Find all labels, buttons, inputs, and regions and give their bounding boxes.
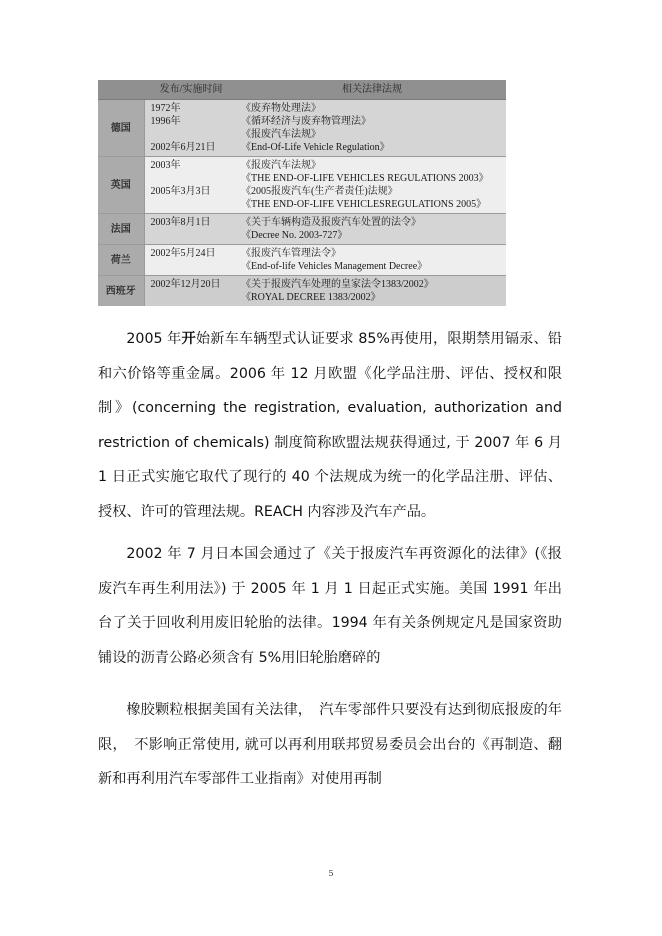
date-line: 2002年6月21日: [150, 142, 216, 153]
header-laws: 相关法律法规: [238, 80, 506, 100]
table-row-france: [98, 214, 506, 245]
law-line: 《报废汽车法规》: [241, 160, 321, 171]
table-header-row: [98, 80, 506, 100]
table-row-germany: [98, 100, 506, 157]
law-line: 《报废汽车管理法令》: [241, 248, 341, 259]
law-cell: [238, 157, 506, 214]
law-cell: [238, 245, 506, 276]
laws-table: [98, 80, 506, 306]
bold-text: 开: [181, 331, 196, 347]
date-cell: [144, 214, 238, 245]
date-line: 2003年: [150, 160, 181, 171]
date-cell: [144, 276, 238, 307]
date-line: [151, 198, 236, 211]
country-cell: 西班牙: [98, 276, 144, 307]
country-cell: 德国: [98, 100, 144, 157]
header-date: 发布/实施时间: [144, 80, 238, 100]
header-country: [98, 80, 144, 100]
country-cell: 英国: [98, 157, 144, 214]
date-line: 2002年12月20日: [150, 279, 221, 290]
law-line: 《ROYAL DECREE 1383/2002》: [241, 292, 381, 303]
date-line: 2005年3月3日: [150, 186, 211, 197]
date-line: 1996年: [150, 116, 181, 127]
date-line: 2003年8月1日: [150, 217, 211, 228]
paragraph-text: 始新车车辆型式认证要求 85%再使用，限期禁用镉汞、铅和六价铬等重金属。2006 年 12 月欧盟《化学品注册、评估、授权和限制》(concerning the registration, evaluation, authorization and restriction of chemicals) 制度简称欧盟法规获得通过, 于 2007 年 6 月 1 日正式实施它取代了现行的 40 个法规成为统一的化学品注册、评估、授权、许可的管理法规。REACH 内容涉及汽车产品。: [98, 331, 562, 520]
paragraph-text: 2005 年: [126, 331, 182, 347]
law-line: 《THE END-OF-LIFE VEHICLESREGULATIONS 2005》: [241, 199, 487, 210]
paragraph-eu-regulations: [98, 322, 562, 529]
table-row-netherlands: [98, 245, 506, 276]
date-cell: [144, 100, 238, 157]
table-row-spain: [98, 276, 506, 307]
date-line: [151, 172, 236, 185]
law-line: 《Decree No. 2003-727》: [241, 230, 348, 241]
law-line: 《关于车辆构造及报废汽车处置的法令》: [241, 217, 421, 228]
law-line: 《关于报废汽车处理的皇家法令1383/2002》: [241, 279, 434, 290]
law-cell: [238, 100, 506, 157]
law-line: 《THE END-OF-LIFE VEHICLES REGULATIONS 2003》: [241, 173, 489, 184]
country-cell: 法国: [98, 214, 144, 245]
page-number: 5: [328, 869, 334, 878]
date-line: 1972年: [150, 103, 181, 114]
law-line: 《循环经济与废弃物管理法》: [241, 116, 371, 127]
law-cell: [238, 276, 506, 307]
law-line: 《报废汽车法规》: [241, 129, 321, 140]
table-row-uk: [98, 157, 506, 214]
law-cell: [238, 214, 506, 245]
date-cell: [144, 245, 238, 276]
paragraph-us-remanufacturing: 橡胶颗粒根据美国有关法律， 汽车零部件只要没有达到彻底报废的年限， 不影响正常使用, 就可以再利用联邦贸易委员会出台的《再制造、翻新和再利用汽车零部件工业指南》对使用再制: [98, 702, 562, 787]
law-line: 《2005报废汽车(生产者责任)法规》: [241, 186, 398, 197]
date-line: [151, 128, 236, 141]
country-cell: 荷兰: [98, 245, 144, 276]
law-line: 《End-of-life Vehicles Management Decree》: [241, 261, 428, 272]
paragraph-japan-us-laws: 2002 年 7 月日本国会通过了《关于报废汽车再资源化的法律》(《报废汽车再生利用法》) 于 2005 年 1 月 1 日起正式实施。美国 1991 年出台了关于回收利用废旧轮胎的法律。1994 年有关条例规定凡是国家资助铺设的沥青公路必须含有 5%用旧轮胎磨碎的: [98, 546, 562, 666]
law-line: 《废弃物处理法》: [241, 103, 321, 114]
body-text: [98, 322, 562, 797]
law-line: 《End-Of-Life Vehicle Regulation》: [241, 142, 390, 153]
date-cell: [144, 157, 238, 214]
date-line: 2002年5月24日: [150, 248, 216, 259]
